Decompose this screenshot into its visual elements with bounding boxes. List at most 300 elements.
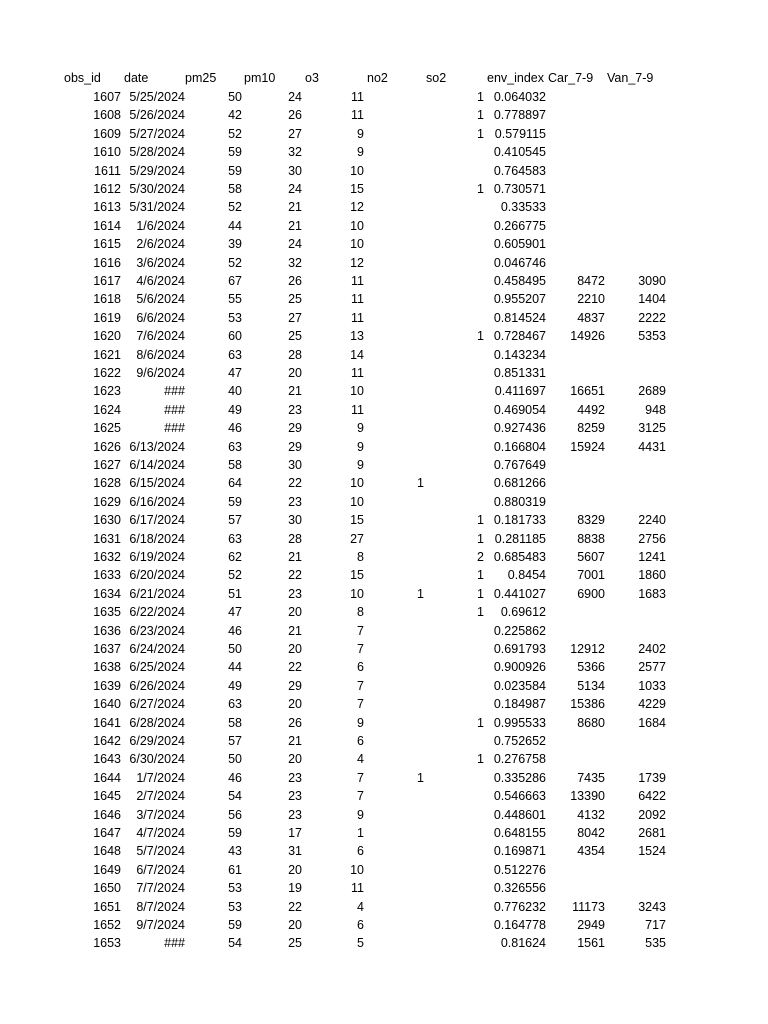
cell-env-index-1651[interactable]: 0.776232 — [493, 899, 546, 914]
cell-pm25-1641[interactable]: 58 — [228, 715, 242, 730]
cell-pm25-1652[interactable]: 59 — [228, 918, 242, 932]
cell-env-index-1609[interactable]: 0.579115 — [494, 126, 546, 141]
cell-pm25-1633[interactable]: 52 — [228, 568, 242, 583]
cell-date-1612[interactable]: 5/30/2024 — [129, 182, 185, 196]
cell-o3-1649[interactable]: 10 — [350, 862, 364, 877]
cell-o3-1617[interactable]: 11 — [351, 274, 364, 288]
cell-obs-id-1622[interactable]: 1622 — [93, 366, 121, 380]
header-obs-id[interactable]: obs_id — [64, 71, 101, 85]
header-van-7-9[interactable]: Van_7-9 — [607, 71, 654, 85]
cell-pm25-1621[interactable]: 63 — [228, 347, 242, 362]
cell-pm10-1632[interactable]: 21 — [288, 550, 302, 564]
cell-car-7-9-1637[interactable]: 12912 — [570, 642, 605, 656]
cell-obs-id-1639[interactable]: 1639 — [93, 678, 121, 693]
cell-obs-id-1630[interactable]: 1630 — [93, 513, 121, 528]
cell-pm25-1644[interactable]: 46 — [228, 770, 242, 785]
cell-env-index-1612[interactable]: 0.730571 — [493, 182, 546, 196]
cell-obs-id-1627[interactable]: 1627 — [93, 458, 121, 472]
cell-date-1614[interactable]: 1/6/2024 — [136, 218, 185, 233]
cell-env-index-1628[interactable]: 0.681266 — [493, 476, 546, 491]
cell-env-index-1635[interactable]: 0.69612 — [500, 605, 546, 620]
cell-pm25-1640[interactable]: 63 — [228, 697, 242, 712]
header-so2[interactable]: so2 — [426, 71, 447, 85]
cell-pm25-1629[interactable]: 59 — [228, 494, 242, 509]
cell-env-index-1644[interactable]: 0.335286 — [493, 770, 546, 785]
cell-car-7-9-1644[interactable]: 7435 — [577, 770, 605, 785]
cell-van-7-9-1651[interactable]: 3243 — [638, 899, 666, 914]
cell-date-1611[interactable]: 5/29/2024 — [129, 163, 185, 178]
cell-no2-1634[interactable]: 1 — [417, 586, 424, 601]
cell-obs-id-1628[interactable]: 1628 — [93, 476, 121, 491]
header-pm25[interactable]: pm25 — [185, 71, 217, 85]
cell-o3-1625[interactable]: 9 — [357, 421, 364, 436]
cell-env-index-1639[interactable]: 0.023584 — [493, 678, 546, 693]
cell-van-7-9-1623[interactable]: 2689 — [638, 384, 666, 399]
cell-date-1610[interactable]: 5/28/2024 — [129, 145, 185, 160]
cell-env-index-1623[interactable]: 0.411697 — [494, 384, 546, 399]
cell-obs-id-1618[interactable]: 1618 — [93, 292, 121, 307]
cell-date-1613[interactable]: 5/31/2024 — [129, 200, 185, 215]
cell-env-index-1608[interactable]: 0.778897 — [493, 108, 546, 123]
cell-date-1607[interactable]: 5/25/2024 — [129, 90, 185, 104]
cell-env-index-1617[interactable]: 0.458495 — [493, 274, 546, 288]
cell-so2-1634[interactable]: 1 — [477, 586, 484, 601]
cell-date-1649[interactable]: 6/7/2024 — [136, 862, 185, 877]
cell-pm10-1617[interactable]: 26 — [288, 274, 302, 288]
cell-env-index-1638[interactable]: 0.900926 — [493, 660, 546, 675]
cell-so2-1631[interactable]: 1 — [477, 531, 484, 546]
cell-obs-id-1650[interactable]: 1650 — [93, 881, 121, 896]
cell-pm25-1653[interactable]: 54 — [228, 936, 242, 951]
cell-pm25-1613[interactable]: 52 — [228, 200, 242, 215]
cell-o3-1650[interactable]: 11 — [351, 881, 364, 896]
cell-obs-id-1614[interactable]: 1614 — [93, 218, 121, 233]
cell-env-index-1613[interactable]: 0.33533 — [500, 200, 546, 215]
cell-pm10-1624[interactable]: 23 — [288, 402, 302, 417]
cell-car-7-9-1651[interactable]: 11173 — [572, 899, 605, 914]
cell-car-7-9-1632[interactable]: 5607 — [577, 550, 605, 564]
cell-van-7-9-1639[interactable]: 1033 — [638, 678, 666, 693]
header-o3[interactable]: o3 — [305, 71, 319, 85]
cell-obs-id-1610[interactable]: 1610 — [93, 145, 121, 160]
cell-van-7-9-1641[interactable]: 1684 — [638, 715, 666, 730]
cell-pm25-1626[interactable]: 63 — [228, 439, 242, 454]
cell-so2-1609[interactable]: 1 — [477, 126, 484, 141]
cell-pm10-1633[interactable]: 22 — [288, 568, 302, 583]
cell-obs-id-1607[interactable]: 1607 — [93, 90, 121, 104]
cell-so2-1635[interactable]: 1 — [477, 605, 484, 620]
cell-van-7-9-1631[interactable]: 2756 — [638, 531, 666, 546]
cell-van-7-9-1625[interactable]: 3125 — [638, 421, 666, 436]
cell-van-7-9-1632[interactable]: 1241 — [638, 550, 666, 564]
cell-car-7-9-1647[interactable]: 8042 — [577, 826, 605, 840]
cell-o3-1632[interactable]: 8 — [357, 550, 364, 564]
cell-env-index-1616[interactable]: 0.046746 — [493, 255, 546, 270]
cell-car-7-9-1618[interactable]: 2210 — [577, 292, 605, 307]
cell-o3-1642[interactable]: 6 — [357, 734, 364, 748]
header-pm10[interactable]: pm10 — [244, 71, 276, 85]
cell-env-index-1607[interactable]: 0.064032 — [493, 90, 546, 104]
cell-o3-1622[interactable]: 11 — [351, 366, 364, 380]
cell-date-1619[interactable]: 6/6/2024 — [136, 310, 185, 325]
cell-pm10-1614[interactable]: 21 — [288, 218, 302, 233]
cell-date-1633[interactable]: 6/20/2024 — [129, 568, 185, 583]
cell-obs-id-1616[interactable]: 1616 — [93, 255, 121, 270]
header-env-index[interactable]: env_index — [487, 71, 544, 85]
cell-car-7-9-1645[interactable]: 13390 — [570, 789, 605, 804]
cell-car-7-9-1625[interactable]: 8259 — [577, 421, 605, 436]
cell-o3-1652[interactable]: 6 — [357, 918, 364, 932]
cell-date-1653[interactable]: ### — [164, 936, 185, 951]
cell-pm10-1621[interactable]: 28 — [288, 347, 302, 362]
cell-o3-1612[interactable]: 15 — [350, 182, 364, 196]
cell-obs-id-1611[interactable]: 1611 — [94, 163, 121, 178]
cell-obs-id-1648[interactable]: 1648 — [93, 844, 121, 859]
cell-so2-1607[interactable]: 1 — [477, 90, 484, 104]
cell-obs-id-1640[interactable]: 1640 — [93, 697, 121, 712]
cell-obs-id-1633[interactable]: 1633 — [93, 568, 121, 583]
cell-env-index-1646[interactable]: 0.448601 — [493, 807, 546, 822]
cell-env-index-1647[interactable]: 0.648155 — [493, 826, 546, 840]
cell-date-1615[interactable]: 2/6/2024 — [136, 237, 185, 252]
cell-so2-1612[interactable]: 1 — [477, 182, 484, 196]
cell-pm10-1618[interactable]: 25 — [288, 292, 302, 307]
cell-pm10-1616[interactable]: 32 — [288, 255, 302, 270]
cell-so2-1620[interactable]: 1 — [477, 329, 484, 344]
cell-pm10-1643[interactable]: 20 — [288, 752, 302, 767]
cell-o3-1637[interactable]: 7 — [357, 642, 364, 656]
cell-so2-1632[interactable]: 2 — [477, 550, 484, 564]
cell-env-index-1624[interactable]: 0.469054 — [493, 402, 546, 417]
cell-o3-1630[interactable]: 15 — [350, 513, 364, 528]
cell-obs-id-1620[interactable]: 1620 — [93, 329, 121, 344]
cell-o3-1631[interactable]: 27 — [350, 531, 364, 546]
cell-env-index-1629[interactable]: 0.880319 — [493, 494, 546, 509]
cell-van-7-9-1640[interactable]: 4229 — [638, 697, 666, 712]
cell-o3-1641[interactable]: 9 — [357, 715, 364, 730]
cell-pm10-1612[interactable]: 24 — [288, 182, 302, 196]
cell-obs-id-1645[interactable]: 1645 — [93, 789, 121, 804]
cell-obs-id-1647[interactable]: 1647 — [93, 826, 121, 840]
cell-pm25-1637[interactable]: 50 — [228, 642, 242, 656]
cell-o3-1634[interactable]: 10 — [350, 586, 364, 601]
cell-pm25-1616[interactable]: 52 — [228, 255, 242, 270]
cell-o3-1619[interactable]: 11 — [351, 310, 364, 325]
cell-date-1622[interactable]: 9/6/2024 — [136, 366, 185, 380]
cell-no2-1628[interactable]: 1 — [417, 476, 424, 491]
cell-van-7-9-1652[interactable]: 717 — [645, 918, 666, 932]
cell-pm25-1610[interactable]: 59 — [228, 145, 242, 160]
cell-obs-id-1617[interactable]: 1617 — [93, 274, 121, 288]
cell-van-7-9-1626[interactable]: 4431 — [638, 439, 666, 454]
cell-car-7-9-1652[interactable]: 2949 — [577, 918, 605, 932]
cell-pm25-1620[interactable]: 60 — [228, 329, 242, 344]
cell-pm10-1637[interactable]: 20 — [288, 642, 302, 656]
header-date[interactable]: date — [124, 71, 149, 85]
cell-pm10-1641[interactable]: 26 — [288, 715, 302, 730]
cell-pm10-1623[interactable]: 21 — [288, 384, 302, 399]
cell-o3-1607[interactable]: 11 — [351, 90, 364, 104]
cell-date-1632[interactable]: 6/19/2024 — [129, 550, 185, 564]
cell-o3-1628[interactable]: 10 — [350, 476, 364, 491]
cell-pm10-1649[interactable]: 20 — [288, 862, 302, 877]
cell-car-7-9-1631[interactable]: 8838 — [577, 531, 605, 546]
cell-date-1637[interactable]: 6/24/2024 — [129, 642, 185, 656]
cell-car-7-9-1641[interactable]: 8680 — [577, 715, 605, 730]
cell-env-index-1641[interactable]: 0.995533 — [493, 715, 546, 730]
cell-o3-1623[interactable]: 10 — [350, 384, 364, 399]
cell-pm25-1647[interactable]: 59 — [228, 826, 242, 840]
cell-pm10-1640[interactable]: 20 — [288, 697, 302, 712]
cell-date-1616[interactable]: 3/6/2024 — [136, 255, 185, 270]
cell-date-1618[interactable]: 5/6/2024 — [136, 292, 185, 307]
cell-pm25-1617[interactable]: 67 — [228, 274, 242, 288]
cell-o3-1615[interactable]: 10 — [350, 237, 364, 252]
cell-date-1642[interactable]: 6/29/2024 — [129, 734, 185, 748]
cell-pm10-1628[interactable]: 22 — [288, 476, 302, 491]
cell-pm10-1652[interactable]: 20 — [288, 918, 302, 932]
cell-pm10-1645[interactable]: 23 — [288, 789, 302, 804]
cell-date-1624[interactable]: ### — [164, 402, 185, 417]
cell-o3-1647[interactable]: 1 — [357, 826, 364, 840]
cell-env-index-1621[interactable]: 0.143234 — [493, 347, 546, 362]
cell-env-index-1615[interactable]: 0.605901 — [493, 237, 546, 252]
cell-obs-id-1613[interactable]: 1613 — [93, 200, 121, 215]
cell-pm25-1615[interactable]: 39 — [228, 237, 242, 252]
cell-pm25-1608[interactable]: 42 — [228, 108, 242, 123]
cell-date-1608[interactable]: 5/26/2024 — [129, 108, 185, 123]
cell-van-7-9-1644[interactable]: 1739 — [638, 770, 666, 785]
cell-pm25-1627[interactable]: 58 — [228, 458, 242, 472]
cell-car-7-9-1617[interactable]: 8472 — [577, 274, 605, 288]
cell-obs-id-1635[interactable]: 1635 — [93, 605, 121, 620]
cell-obs-id-1636[interactable]: 1636 — [93, 623, 121, 638]
cell-env-index-1643[interactable]: 0.276758 — [493, 752, 546, 767]
cell-env-index-1632[interactable]: 0.685483 — [493, 550, 546, 564]
cell-so2-1633[interactable]: 1 — [477, 568, 484, 583]
cell-van-7-9-1634[interactable]: 1683 — [638, 586, 666, 601]
cell-date-1617[interactable]: 4/6/2024 — [136, 274, 185, 288]
cell-pm10-1626[interactable]: 29 — [288, 439, 302, 454]
cell-car-7-9-1640[interactable]: 15386 — [570, 697, 605, 712]
cell-date-1626[interactable]: 6/13/2024 — [129, 439, 185, 454]
cell-pm25-1611[interactable]: 59 — [228, 163, 242, 178]
cell-date-1636[interactable]: 6/23/2024 — [129, 623, 185, 638]
cell-date-1648[interactable]: 5/7/2024 — [136, 844, 185, 859]
cell-date-1647[interactable]: 4/7/2024 — [136, 826, 185, 840]
cell-env-index-1653[interactable]: 0.81624 — [500, 936, 546, 951]
cell-date-1625[interactable]: ### — [164, 421, 185, 436]
cell-pm25-1648[interactable]: 43 — [228, 844, 242, 859]
cell-o3-1624[interactable]: 11 — [351, 402, 364, 417]
cell-pm25-1612[interactable]: 58 — [228, 182, 242, 196]
cell-pm25-1607[interactable]: 50 — [228, 90, 242, 104]
cell-env-index-1637[interactable]: 0.691793 — [493, 642, 546, 656]
cell-env-index-1610[interactable]: 0.410545 — [493, 145, 546, 160]
cell-o3-1621[interactable]: 14 — [350, 347, 364, 362]
cell-o3-1653[interactable]: 5 — [357, 936, 364, 951]
cell-car-7-9-1633[interactable]: 7001 — [577, 568, 605, 583]
cell-van-7-9-1647[interactable]: 2681 — [638, 826, 666, 840]
cell-o3-1614[interactable]: 10 — [350, 218, 364, 233]
cell-o3-1640[interactable]: 7 — [357, 697, 364, 712]
cell-pm10-1650[interactable]: 19 — [288, 881, 302, 896]
cell-date-1650[interactable]: 7/7/2024 — [136, 881, 185, 896]
cell-date-1635[interactable]: 6/22/2024 — [129, 605, 185, 620]
cell-pm10-1611[interactable]: 30 — [288, 163, 302, 178]
cell-obs-id-1612[interactable]: 1612 — [93, 182, 121, 196]
cell-env-index-1640[interactable]: 0.184987 — [493, 697, 546, 712]
cell-env-index-1630[interactable]: 0.181733 — [493, 513, 546, 528]
cell-car-7-9-1630[interactable]: 8329 — [577, 513, 605, 528]
cell-date-1634[interactable]: 6/21/2024 — [129, 586, 185, 601]
cell-env-index-1636[interactable]: 0.225862 — [493, 623, 546, 638]
cell-obs-id-1634[interactable]: 1634 — [93, 586, 121, 601]
cell-van-7-9-1620[interactable]: 5353 — [638, 329, 666, 344]
cell-obs-id-1643[interactable]: 1643 — [93, 752, 121, 767]
cell-pm10-1610[interactable]: 32 — [288, 145, 302, 160]
cell-env-index-1648[interactable]: 0.169871 — [493, 844, 546, 859]
cell-obs-id-1621[interactable]: 1621 — [93, 347, 121, 362]
cell-obs-id-1632[interactable]: 1632 — [93, 550, 121, 564]
cell-no2-1644[interactable]: 1 — [417, 770, 424, 785]
cell-pm10-1607[interactable]: 24 — [288, 90, 302, 104]
cell-car-7-9-1634[interactable]: 6900 — [577, 586, 605, 601]
cell-car-7-9-1626[interactable]: 15924 — [570, 439, 605, 454]
cell-date-1638[interactable]: 6/25/2024 — [129, 660, 185, 675]
cell-pm25-1646[interactable]: 56 — [228, 807, 242, 822]
cell-env-index-1620[interactable]: 0.728467 — [493, 329, 546, 344]
cell-van-7-9-1618[interactable]: 1404 — [638, 292, 666, 307]
cell-pm10-1631[interactable]: 28 — [288, 531, 302, 546]
cell-pm10-1653[interactable]: 25 — [288, 936, 302, 951]
cell-van-7-9-1617[interactable]: 3090 — [638, 274, 666, 288]
cell-date-1652[interactable]: 9/7/2024 — [136, 918, 185, 932]
cell-obs-id-1608[interactable]: 1608 — [93, 108, 121, 123]
cell-pm10-1609[interactable]: 27 — [288, 126, 302, 141]
cell-van-7-9-1648[interactable]: 1524 — [638, 844, 666, 859]
cell-env-index-1626[interactable]: 0.166804 — [493, 439, 546, 454]
cell-pm25-1636[interactable]: 46 — [228, 623, 242, 638]
cell-env-index-1642[interactable]: 0.752652 — [493, 734, 546, 748]
cell-obs-id-1644[interactable]: 1644 — [93, 770, 121, 785]
cell-pm25-1619[interactable]: 53 — [228, 310, 242, 325]
cell-o3-1646[interactable]: 9 — [357, 807, 364, 822]
cell-pm10-1620[interactable]: 25 — [288, 329, 302, 344]
cell-obs-id-1638[interactable]: 1638 — [93, 660, 121, 675]
cell-env-index-1618[interactable]: 0.955207 — [493, 292, 546, 307]
cell-car-7-9-1653[interactable]: 1561 — [577, 936, 605, 951]
cell-van-7-9-1619[interactable]: 2222 — [638, 310, 666, 325]
cell-date-1628[interactable]: 6/15/2024 — [129, 476, 185, 491]
cell-pm10-1613[interactable]: 21 — [288, 200, 302, 215]
cell-o3-1613[interactable]: 12 — [350, 200, 364, 215]
cell-env-index-1627[interactable]: 0.767649 — [493, 458, 546, 472]
cell-pm25-1635[interactable]: 47 — [228, 605, 242, 620]
cell-pm25-1634[interactable]: 51 — [228, 586, 242, 601]
cell-date-1640[interactable]: 6/27/2024 — [129, 697, 185, 712]
cell-env-index-1631[interactable]: 0.281185 — [494, 531, 546, 546]
cell-obs-id-1652[interactable]: 1652 — [93, 918, 121, 932]
cell-date-1645[interactable]: 2/7/2024 — [136, 789, 185, 804]
cell-pm25-1618[interactable]: 55 — [228, 292, 242, 307]
cell-pm10-1625[interactable]: 29 — [288, 421, 302, 436]
cell-date-1609[interactable]: 5/27/2024 — [129, 126, 185, 141]
cell-car-7-9-1638[interactable]: 5366 — [577, 660, 605, 675]
cell-pm25-1650[interactable]: 53 — [228, 881, 242, 896]
cell-van-7-9-1645[interactable]: 6422 — [638, 789, 666, 804]
cell-so2-1608[interactable]: 1 — [477, 108, 484, 123]
cell-obs-id-1642[interactable]: 1642 — [93, 734, 121, 748]
cell-car-7-9-1648[interactable]: 4354 — [577, 844, 605, 859]
header-no2[interactable]: no2 — [367, 71, 388, 85]
cell-pm25-1638[interactable]: 44 — [228, 660, 242, 675]
cell-pm25-1649[interactable]: 61 — [228, 862, 242, 877]
cell-car-7-9-1624[interactable]: 4492 — [577, 402, 605, 417]
cell-obs-id-1625[interactable]: 1625 — [93, 421, 121, 436]
cell-obs-id-1626[interactable]: 1626 — [93, 439, 121, 454]
cell-van-7-9-1630[interactable]: 2240 — [638, 513, 666, 528]
cell-pm10-1635[interactable]: 20 — [288, 605, 302, 620]
cell-pm25-1630[interactable]: 57 — [228, 513, 242, 528]
cell-obs-id-1609[interactable]: 1609 — [93, 126, 121, 141]
cell-env-index-1614[interactable]: 0.266775 — [493, 218, 546, 233]
cell-date-1639[interactable]: 6/26/2024 — [129, 678, 185, 693]
cell-env-index-1619[interactable]: 0.814524 — [493, 310, 546, 325]
cell-pm10-1622[interactable]: 20 — [288, 366, 302, 380]
cell-pm10-1630[interactable]: 30 — [288, 513, 302, 528]
cell-o3-1633[interactable]: 15 — [350, 568, 364, 583]
cell-o3-1639[interactable]: 7 — [357, 678, 364, 693]
cell-o3-1618[interactable]: 11 — [351, 292, 364, 307]
cell-car-7-9-1646[interactable]: 4132 — [577, 807, 605, 822]
cell-date-1627[interactable]: 6/14/2024 — [129, 458, 185, 472]
cell-o3-1648[interactable]: 6 — [357, 844, 364, 859]
cell-o3-1608[interactable]: 11 — [351, 108, 364, 123]
cell-car-7-9-1639[interactable]: 5134 — [577, 678, 605, 693]
cell-o3-1616[interactable]: 12 — [350, 255, 364, 270]
cell-date-1644[interactable]: 1/7/2024 — [136, 770, 185, 785]
cell-pm10-1629[interactable]: 23 — [288, 494, 302, 509]
cell-env-index-1622[interactable]: 0.851331 — [493, 366, 546, 380]
cell-date-1631[interactable]: 6/18/2024 — [129, 531, 185, 546]
cell-pm10-1651[interactable]: 22 — [288, 899, 302, 914]
cell-o3-1609[interactable]: 9 — [357, 126, 364, 141]
cell-pm10-1619[interactable]: 27 — [288, 310, 302, 325]
cell-date-1630[interactable]: 6/17/2024 — [129, 513, 185, 528]
cell-pm10-1627[interactable]: 30 — [288, 458, 302, 472]
cell-env-index-1611[interactable]: 0.764583 — [493, 163, 546, 178]
cell-env-index-1650[interactable]: 0.326556 — [493, 881, 546, 896]
cell-env-index-1645[interactable]: 0.546663 — [493, 789, 546, 804]
cell-o3-1644[interactable]: 7 — [357, 770, 364, 785]
cell-van-7-9-1653[interactable]: 535 — [645, 936, 666, 951]
cell-pm25-1622[interactable]: 47 — [228, 366, 242, 380]
cell-pm10-1634[interactable]: 23 — [288, 586, 302, 601]
cell-car-7-9-1620[interactable]: 14926 — [570, 329, 605, 344]
cell-obs-id-1615[interactable]: 1615 — [93, 237, 121, 252]
cell-obs-id-1646[interactable]: 1646 — [93, 807, 121, 822]
cell-date-1623[interactable]: ### — [164, 384, 185, 399]
cell-date-1620[interactable]: 7/6/2024 — [136, 329, 185, 344]
cell-pm10-1639[interactable]: 29 — [288, 678, 302, 693]
cell-o3-1626[interactable]: 9 — [357, 439, 364, 454]
cell-van-7-9-1624[interactable]: 948 — [645, 402, 666, 417]
cell-pm10-1608[interactable]: 26 — [288, 108, 302, 123]
cell-date-1643[interactable]: 6/30/2024 — [129, 752, 185, 767]
cell-pm25-1651[interactable]: 53 — [228, 899, 242, 914]
cell-obs-id-1653[interactable]: 1653 — [93, 936, 121, 951]
